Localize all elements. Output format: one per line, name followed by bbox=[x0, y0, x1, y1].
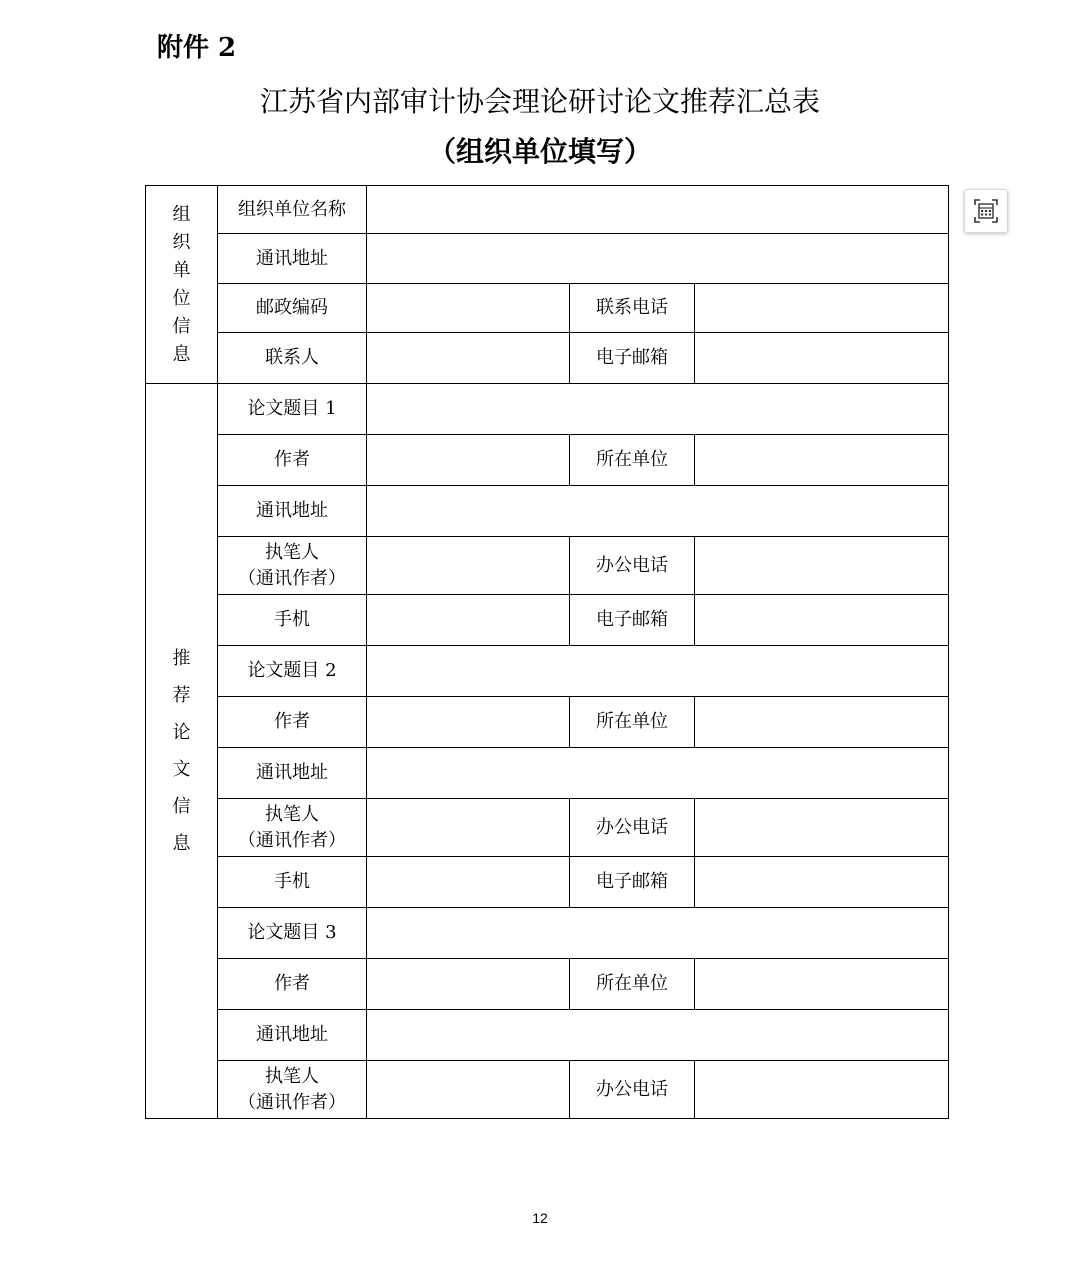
writer-label: 执笔人 （通讯作者） bbox=[218, 1061, 367, 1119]
paper-title-label: 论文题目 3 bbox=[218, 908, 367, 959]
paper-title-field[interactable] bbox=[367, 908, 949, 959]
unit-label: 所在单位 bbox=[570, 697, 695, 748]
table-row bbox=[146, 234, 949, 284]
paper-section-label: 推荐论文信息 bbox=[146, 384, 218, 1119]
author-label: 作者 bbox=[218, 697, 367, 748]
table-row bbox=[146, 697, 949, 748]
org-name-field[interactable] bbox=[367, 186, 949, 234]
table-row bbox=[146, 333, 949, 384]
paper-title-field[interactable] bbox=[367, 384, 949, 435]
writer-label: 执笔人 （通讯作者） bbox=[218, 537, 367, 595]
page-title: 江苏省内部审计协会理论研讨论文推荐汇总表 bbox=[259, 85, 820, 118]
table-row bbox=[146, 284, 949, 333]
attachment-label: 附件 2 bbox=[157, 33, 237, 63]
unit-field[interactable] bbox=[695, 697, 949, 748]
email-label: 电子邮箱 bbox=[570, 595, 695, 646]
page-subtitle: （组织单位填写） bbox=[427, 135, 652, 168]
calculator-icon-graphic bbox=[973, 198, 999, 224]
contact-label: 联系人 bbox=[218, 333, 367, 384]
writer-field[interactable] bbox=[367, 1061, 570, 1119]
org-name-label: 组织单位名称 bbox=[218, 186, 367, 234]
writer-field[interactable] bbox=[367, 537, 570, 595]
office-phone-field[interactable] bbox=[695, 1061, 949, 1119]
org-address-label: 通讯地址 bbox=[218, 234, 367, 284]
writer-label: 执笔人 （通讯作者） bbox=[218, 799, 367, 857]
paper-title-label: 论文题目 2 bbox=[218, 646, 367, 697]
mobile-label: 手机 bbox=[218, 857, 367, 908]
table-row bbox=[146, 384, 949, 435]
address-label: 通讯地址 bbox=[218, 748, 367, 799]
address-field[interactable] bbox=[367, 748, 949, 799]
paper-title-label: 论文题目 1 bbox=[218, 384, 367, 435]
author-label: 作者 bbox=[218, 435, 367, 486]
address-label: 通讯地址 bbox=[218, 486, 367, 537]
writer-field[interactable] bbox=[367, 799, 570, 857]
table-row bbox=[146, 748, 949, 799]
table-row bbox=[146, 959, 949, 1010]
office-phone-label: 办公电话 bbox=[570, 1061, 695, 1119]
phone-field[interactable] bbox=[695, 284, 949, 333]
table-row bbox=[146, 537, 949, 595]
table-row bbox=[146, 435, 949, 486]
office-phone-label: 办公电话 bbox=[570, 799, 695, 857]
table-row bbox=[146, 595, 949, 646]
org-email-field[interactable] bbox=[695, 333, 949, 384]
unit-field[interactable] bbox=[695, 435, 949, 486]
author-field[interactable] bbox=[367, 435, 570, 486]
page-number: 12 bbox=[532, 1210, 548, 1226]
table-row bbox=[146, 799, 949, 857]
table-row bbox=[146, 1010, 949, 1061]
email-label: 电子邮箱 bbox=[570, 857, 695, 908]
postcode-label: 邮政编码 bbox=[218, 284, 367, 333]
table-row bbox=[146, 1061, 949, 1119]
author-field[interactable] bbox=[367, 959, 570, 1010]
table-row bbox=[146, 857, 949, 908]
table-row bbox=[146, 486, 949, 537]
unit-label: 所在单位 bbox=[570, 959, 695, 1010]
postcode-field[interactable] bbox=[367, 284, 570, 333]
address-label: 通讯地址 bbox=[218, 1010, 367, 1061]
org-email-label: 电子邮箱 bbox=[570, 333, 695, 384]
calculator-icon[interactable] bbox=[964, 189, 1008, 233]
email-field[interactable] bbox=[695, 595, 949, 646]
author-label: 作者 bbox=[218, 959, 367, 1010]
office-phone-field[interactable] bbox=[695, 537, 949, 595]
office-phone-field[interactable] bbox=[695, 799, 949, 857]
mobile-label: 手机 bbox=[218, 595, 367, 646]
org-address-field[interactable] bbox=[367, 234, 949, 284]
summary-table bbox=[145, 185, 949, 1119]
address-field[interactable] bbox=[367, 486, 949, 537]
org-section-label: 组织单位信息 bbox=[146, 186, 218, 384]
unit-label: 所在单位 bbox=[570, 435, 695, 486]
table-row bbox=[146, 646, 949, 697]
unit-field[interactable] bbox=[695, 959, 949, 1010]
table-row bbox=[146, 186, 949, 234]
mobile-field[interactable] bbox=[367, 595, 570, 646]
mobile-field[interactable] bbox=[367, 857, 570, 908]
author-field[interactable] bbox=[367, 697, 570, 748]
table-row bbox=[146, 908, 949, 959]
paper-title-field[interactable] bbox=[367, 646, 949, 697]
email-field[interactable] bbox=[695, 857, 949, 908]
contact-field[interactable] bbox=[367, 333, 570, 384]
phone-label: 联系电话 bbox=[570, 284, 695, 333]
address-field[interactable] bbox=[367, 1010, 949, 1061]
office-phone-label: 办公电话 bbox=[570, 537, 695, 595]
